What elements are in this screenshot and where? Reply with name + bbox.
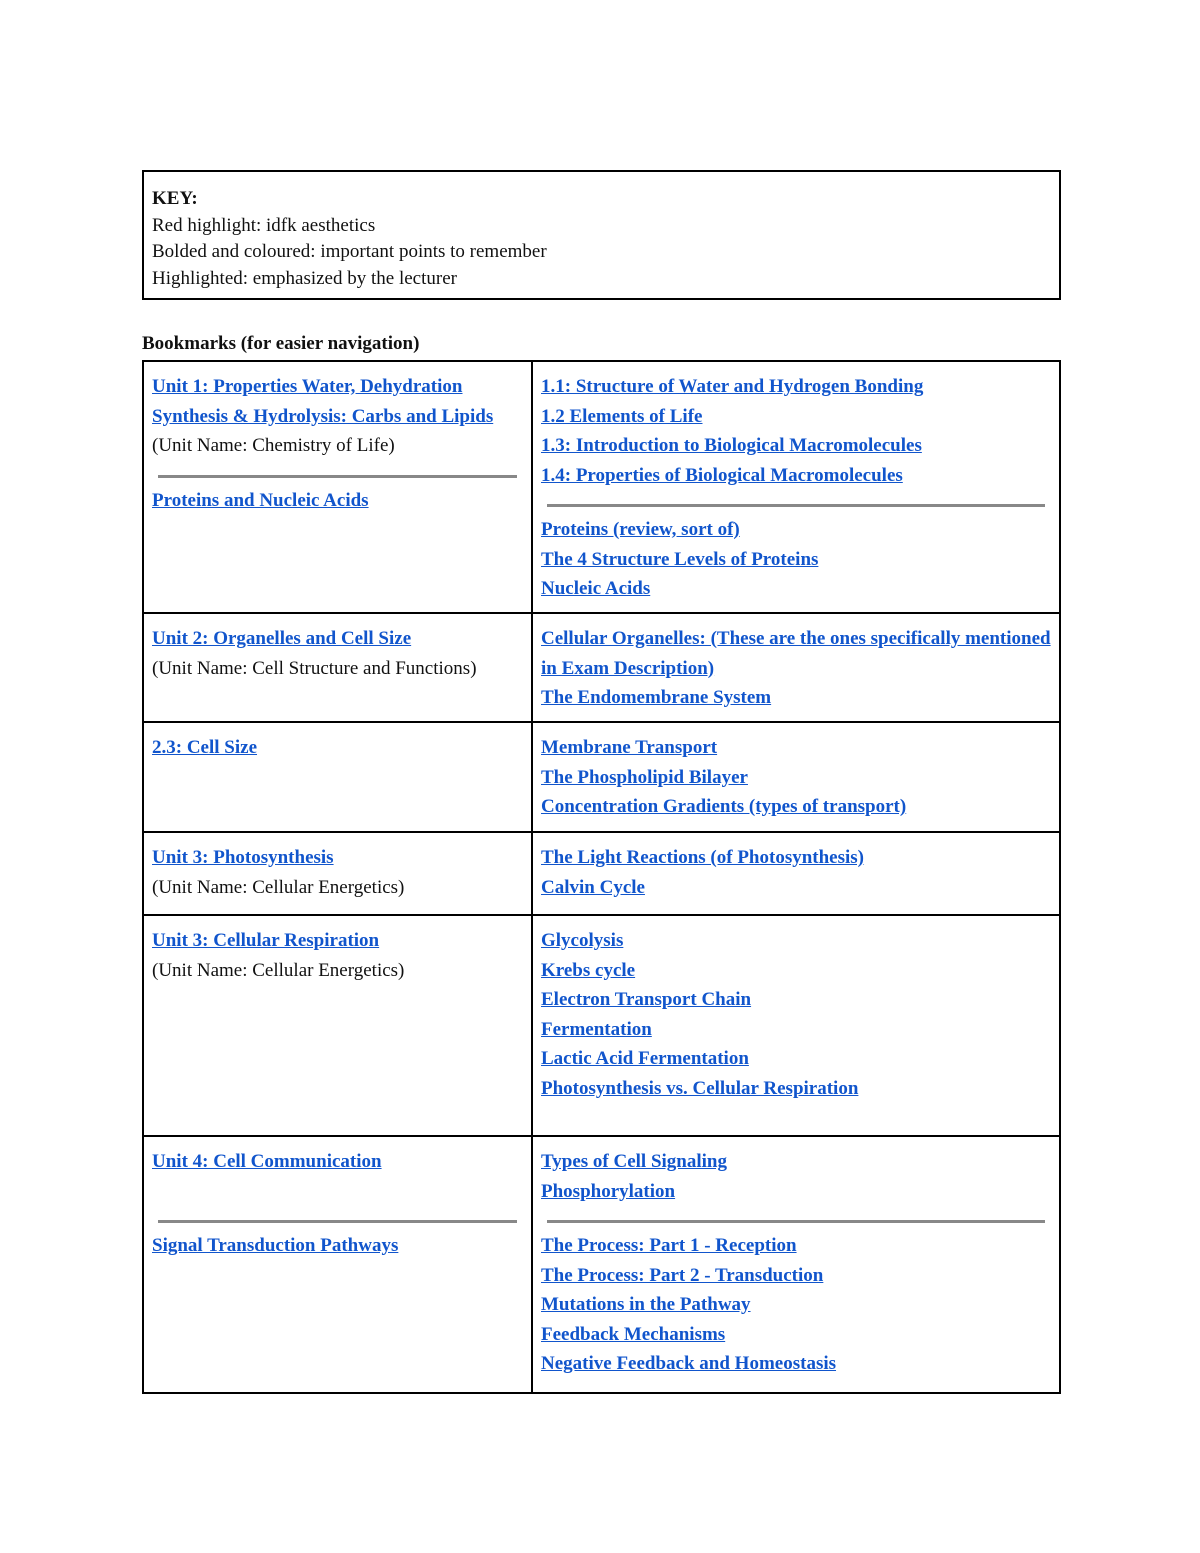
table-cell-topics — [532, 915, 1060, 1136]
bookmark-link[interactable]: Negative Feedback and Homeostasis — [541, 1353, 837, 1374]
table-cell-unit — [143, 722, 532, 832]
table-cell-unit — [143, 832, 532, 915]
table-cell-topics — [532, 832, 1060, 915]
bookmark-link[interactable]: Unit 2: Organelles and Cell Size — [152, 628, 412, 649]
unit-name-note: (Unit Name: Cellular Energetics) — [152, 959, 405, 981]
bookmark-link[interactable]: Mutations in the Pathway — [541, 1294, 751, 1315]
bookmark-link[interactable]: 1.2 Elements of Life — [541, 405, 703, 427]
bookmarks-heading: Bookmarks (for easier navigation) — [142, 333, 420, 354]
bookmark-link[interactable]: The Process: Part 1 - Reception — [541, 1235, 797, 1256]
key-line: Bolded and coloured: important points to remember — [152, 241, 547, 262]
bookmark-link[interactable]: Calvin Cycle — [541, 876, 645, 898]
table-row — [143, 1136, 1060, 1393]
bookmark-link[interactable]: Unit 4: Cell Communication — [152, 1151, 382, 1172]
bookmark-link[interactable]: Feedback Mechanisms — [541, 1323, 726, 1345]
key-title: KEY: — [152, 188, 198, 209]
bookmark-link[interactable]: Nucleic Acids — [541, 578, 651, 599]
table-cell-topics — [532, 1136, 1060, 1393]
table-cell-topics — [532, 361, 1060, 613]
key-line: Highlighted: emphasized by the lecturer — [152, 267, 457, 289]
bookmark-link[interactable]: Glycolysis — [541, 930, 624, 951]
table-row — [143, 832, 1060, 915]
table-cell-topics — [532, 722, 1060, 832]
bookmark-link[interactable]: The Light Reactions (of Photosynthesis) — [541, 847, 865, 868]
key-box — [142, 170, 1061, 300]
unit-name-note: (Unit Name: Chemistry of Life) — [152, 435, 395, 456]
bookmark-link[interactable]: Proteins (review, sort of) — [541, 519, 740, 540]
bookmark-link[interactable]: Krebs cycle — [541, 959, 636, 981]
bookmark-link[interactable]: Signal Transduction Pathways — [152, 1235, 399, 1256]
table-row — [143, 722, 1060, 832]
bookmarks-table — [142, 360, 1061, 1394]
bookmark-link[interactable]: Types of Cell Signaling — [541, 1151, 727, 1172]
table-cell-unit — [143, 361, 532, 613]
key-line: Red highlight: idfk aesthetics — [152, 214, 376, 236]
bookmark-link[interactable]: Unit 3: Cellular Respiration — [152, 930, 380, 951]
bookmark-link[interactable]: Concentration Gradients (types of transport) — [541, 796, 907, 817]
document-page — [142, 170, 1061, 1394]
table-row — [143, 361, 1060, 613]
bookmark-link[interactable]: 1.3: Introduction to Biological Macromolecules — [541, 435, 922, 456]
bookmark-link[interactable]: Membrane Transport — [541, 737, 718, 758]
divider — [158, 475, 517, 478]
spacer — [152, 1177, 523, 1207]
bookmark-link[interactable]: Unit 1: Properties Water, Dehydration Synthesis & Hydrolysis: Carbs and Lipids — [152, 376, 494, 427]
bookmark-link[interactable]: Lactic Acid Fermentation — [541, 1048, 749, 1069]
divider — [547, 1220, 1045, 1223]
bookmark-link[interactable]: 1.4: Properties of Biological Macromolecules — [541, 464, 903, 486]
table-cell-unit — [143, 915, 532, 1136]
divider — [547, 504, 1045, 507]
divider — [158, 1220, 517, 1223]
bookmark-link[interactable]: Proteins and Nucleic Acids — [152, 489, 369, 511]
bookmark-link[interactable]: Electron Transport Chain — [541, 989, 752, 1010]
table-row — [143, 613, 1060, 722]
table-cell-unit — [143, 1136, 532, 1393]
bookmark-link[interactable]: The Process: Part 2 - Transduction — [541, 1264, 824, 1286]
bookmark-link[interactable]: 2.3: Cell Size — [152, 737, 258, 758]
table-cell-topics — [532, 613, 1060, 722]
bookmark-link[interactable]: The Phospholipid Bilayer — [541, 766, 748, 788]
bookmark-link[interactable]: Phosphorylation — [541, 1180, 676, 1202]
unit-name-note: (Unit Name: Cellular Energetics) — [152, 876, 405, 898]
bookmark-link[interactable]: The Endomembrane System — [541, 687, 772, 708]
bookmark-link[interactable]: Fermentation — [541, 1018, 652, 1040]
unit-name-note: (Unit Name: Cell Structure and Functions) — [152, 657, 477, 679]
bookmark-link[interactable]: Unit 3: Photosynthesis — [152, 847, 334, 868]
table-row — [143, 915, 1060, 1136]
bookmark-link[interactable]: The 4 Structure Levels of Proteins — [541, 548, 819, 570]
bookmark-link[interactable]: 1.1: Structure of Water and Hydrogen Bonding — [541, 376, 924, 397]
bookmark-link[interactable]: Photosynthesis vs. Cellular Respiration — [541, 1077, 859, 1099]
bookmark-link[interactable]: Cellular Organelles: (These are the ones specifically mentioned in Exam Description) — [541, 628, 1051, 679]
table-cell-unit — [143, 613, 532, 722]
